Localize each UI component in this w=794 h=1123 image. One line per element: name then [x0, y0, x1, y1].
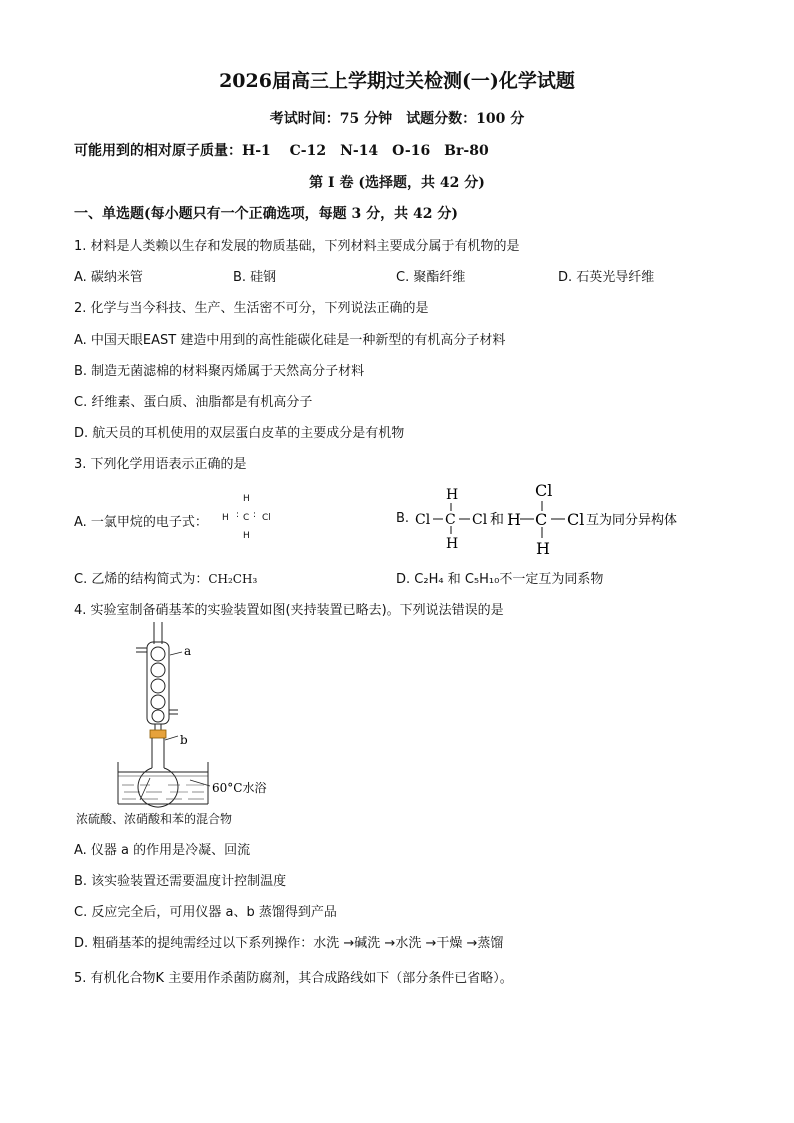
question-3-option-b: B.: [396, 511, 410, 526]
q3b-cl-left: Cl: [415, 512, 431, 528]
question-1-stem: 1. 材料是人类赖以生存和发展的物质基础，下列材料主要成分属于有机物的是: [74, 239, 520, 254]
q3b-cl-right: Cl: [472, 512, 488, 528]
q3b-cl-right-2: Cl: [567, 510, 585, 529]
atomic-mass-line: 可能用到的相对原子质量：H-1 C-12 N-14 O-16 Br-80: [74, 143, 489, 159]
q3b-h-left: H: [507, 510, 521, 529]
question-4-option-a: A. 仪器 a 的作用是冷凝、回流: [74, 843, 251, 858]
section-heading: 一、单选题(每小题只有一个正确选项，每题 3 分，共 42 分): [74, 206, 458, 222]
rubber-stopper: [150, 730, 166, 738]
question-2-stem: 2. 化学与当今科技、生产、生活密不可分，下列说法正确的是: [74, 301, 429, 316]
question-1-option-c: C. 聚酯纤维: [396, 270, 466, 285]
water-bath-label: 60°C水浴: [212, 781, 267, 795]
question-3-option-d: [396, 568, 603, 587]
flask-b: [138, 738, 178, 807]
volume-heading: 第 I 卷 (选择题，共 42 分): [309, 175, 485, 191]
nitrobenzene-apparatus-figure: [70, 620, 300, 810]
question-2-option-b: B. 制造无菌滤棉的材料聚丙烯属于天然高分子材料: [74, 364, 365, 379]
q3a-colon-left: :: [236, 510, 240, 520]
q3c-formula: CH₂CH₃: [208, 572, 258, 586]
q3d-label: D.: [396, 572, 411, 587]
label-b: b: [180, 733, 188, 747]
q3b-cl-top: Cl: [535, 481, 553, 500]
question-2-option-c: C. 纤维素、蛋白质、油脂都是有机高分子: [74, 395, 313, 410]
q3a-h-left: H: [222, 513, 229, 523]
exam-title: 2026届高三上学期过关检测(一)化学试题: [219, 70, 575, 92]
q3d-text: C₂H₄ 和 C₅H₁₀不一定互为同系物: [414, 572, 604, 587]
question-3-option-a: A. 一氯甲烷的电子式：: [74, 515, 208, 530]
question-1-option-a: A. 碳纳米管: [74, 270, 143, 285]
q3a-carbon: C: [243, 513, 250, 523]
question-2-option-a: A. 中国天眼EAST 建造中用到的高性能碳化硅是一种新型的有机高分子材料: [74, 333, 506, 348]
question-1-option-b: B. 硅钢: [233, 270, 277, 285]
water-bath: [118, 762, 208, 804]
question-4-stem: 4. 实验室制备硝基苯的实验装置如图(夹持装置已略去)。下列说法错误的是: [74, 603, 504, 618]
q3a-colon-right: :: [253, 510, 257, 520]
q3b-carbon-2: C: [535, 510, 548, 529]
question-3-stem: 3. 下列化学用语表示正确的是: [74, 457, 247, 472]
label-a: a: [184, 644, 192, 658]
q3b-h-top: H: [446, 487, 459, 503]
mixture-label: 浓硫酸、浓硝酸和苯的混合物: [76, 812, 233, 826]
q3a-h-top: H: [243, 494, 250, 504]
question-1-option-d: D. 石英光导纤维: [558, 270, 655, 285]
q3b-h-bottom-2: H: [536, 539, 550, 558]
q3a-cl: Cl: [262, 513, 271, 523]
q3c-label: C. 乙烯的结构简式为：: [74, 572, 209, 587]
question-2-option-d: D. 航天员的耳机使用的双层蛋白皮革的主要成分是有机物: [74, 426, 405, 441]
condenser-a: [147, 642, 169, 724]
question-4-option-b: B. 该实验装置还需要温度计控制温度: [74, 874, 287, 889]
question-4-option-c: C. 反应完全后，可用仪器 a、b 蒸馏得到产品: [74, 905, 337, 920]
q3b-and: 和: [490, 512, 504, 528]
q3b-tail: 互为同分异构体: [586, 513, 678, 528]
q3b-structural-formulas: [412, 480, 712, 560]
question-4-option-d: D. 粗硝基苯的提纯需经过以下系列操作：水洗 →碱洗 →水洗 →干燥 →蒸馏: [74, 936, 504, 951]
exam-info: 考试时间：75 分钟 试题分数：100 分: [269, 111, 525, 127]
q3b-carbon: C: [445, 512, 456, 528]
q3a-h-bottom: H: [243, 531, 250, 541]
question-5-stem: 5. 有机化合物K 主要用作杀菌防腐剂，其合成路线如下（部分条件已省略）。: [74, 971, 513, 986]
q3b-h-bottom: H: [446, 536, 459, 552]
question-3-option-c: [74, 568, 257, 587]
